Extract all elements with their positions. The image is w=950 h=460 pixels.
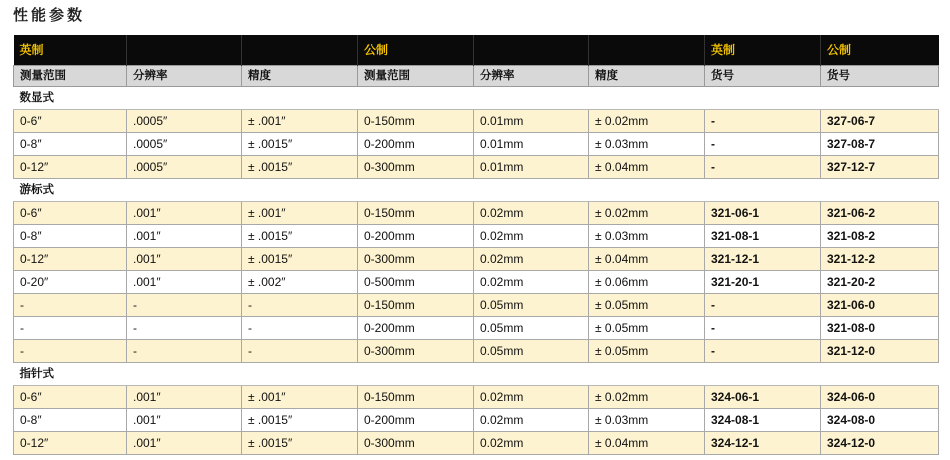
table-cell: 321-12-1 [705,248,821,271]
table-cell: 324-08-0 [821,409,939,432]
table-cell: 0-12″ [14,432,127,455]
table-row [14,225,939,248]
table-cell: 321-12-2 [821,248,939,271]
table-cell: .0005″ [127,133,242,156]
column-header-row [14,66,939,87]
table-cell: .001″ [127,409,242,432]
table-row [14,409,939,432]
column-header: 分辨率 [474,66,589,87]
table-row [14,294,939,317]
table-cell: ± 0.05mm [589,294,705,317]
table-cell: ± 0.04mm [589,248,705,271]
table-cell: - [705,317,821,340]
section-label: 数显式 [14,87,939,110]
table-cell: 0.02mm [474,225,589,248]
table-cell: - [705,294,821,317]
table-cell: ± .0015″ [242,133,358,156]
table-cell: 0-200mm [358,317,474,340]
table-cell: - [127,317,242,340]
table-cell: ± 0.03mm [589,133,705,156]
table-row [14,271,939,294]
table-cell: 321-06-1 [705,202,821,225]
table-cell: ± 0.06mm [589,271,705,294]
table-cell: ± 0.05mm [589,340,705,363]
group-header-metric-part: 公制 [821,35,939,66]
table-cell: 0-300mm [358,248,474,271]
table-cell: 0.01mm [474,110,589,133]
table-cell: 0-500mm [358,271,474,294]
table-cell: 0-8″ [14,133,127,156]
table-cell: 0-150mm [358,386,474,409]
table-cell: - [127,294,242,317]
table-cell: 0.02mm [474,202,589,225]
table-cell: ± .001″ [242,110,358,133]
table-cell: ± .0015″ [242,156,358,179]
table-cell: 327-12-7 [821,156,939,179]
table-cell: .001″ [127,386,242,409]
group-header-blank [474,35,589,66]
section-row [14,363,939,386]
table-cell: 321-06-0 [821,294,939,317]
column-header: 货号 [821,66,939,87]
performance-spec-table [13,35,939,455]
table-row [14,202,939,225]
group-header-blank [589,35,705,66]
table-cell: 0-150mm [358,294,474,317]
table-cell: 0.02mm [474,248,589,271]
table-cell: 0-300mm [358,156,474,179]
table-cell: .001″ [127,225,242,248]
table-row [14,317,939,340]
table-cell: 0-20″ [14,271,127,294]
table-cell: ± 0.02mm [589,386,705,409]
section-row [14,179,939,202]
column-header: 货号 [705,66,821,87]
table-cell: 0-150mm [358,202,474,225]
table-cell: 0.05mm [474,294,589,317]
table-cell: 0-12″ [14,156,127,179]
table-cell: - [14,294,127,317]
table-cell: .001″ [127,202,242,225]
table-cell: ± 0.04mm [589,432,705,455]
table-cell: 327-08-7 [821,133,939,156]
table-row [14,248,939,271]
table-cell: 324-12-1 [705,432,821,455]
table-cell: - [705,133,821,156]
table-cell: 0.02mm [474,386,589,409]
table-cell: 0.05mm [474,317,589,340]
table-row [14,340,939,363]
table-cell: ± 0.03mm [589,225,705,248]
table-cell: 0.02mm [474,409,589,432]
page-title: 性能参数 [13,7,86,24]
table-cell: 0-6″ [14,386,127,409]
table-row [14,386,939,409]
table-cell: 324-06-1 [705,386,821,409]
table-cell: - [705,156,821,179]
table-cell: ± .0015″ [242,409,358,432]
table-cell: 0-150mm [358,110,474,133]
table-cell: 321-20-1 [705,271,821,294]
table-cell: 0-8″ [14,409,127,432]
table-cell: 327-06-7 [821,110,939,133]
table-cell: 321-06-2 [821,202,939,225]
table-cell: .0005″ [127,110,242,133]
table-cell: ± 0.02mm [589,110,705,133]
table-cell: - [127,340,242,363]
table-cell: ± .0015″ [242,432,358,455]
table-cell: .0005″ [127,156,242,179]
table-cell: 0-300mm [358,340,474,363]
table-cell: 0-200mm [358,409,474,432]
table-cell: 0-200mm [358,133,474,156]
table-cell: 321-08-0 [821,317,939,340]
header-group-row [14,35,939,66]
table-cell: ± 0.03mm [589,409,705,432]
table-cell: - [242,294,358,317]
group-header-imperial-part: 英制 [705,35,821,66]
column-header: 测量范围 [14,66,127,87]
table-cell: ± 0.04mm [589,156,705,179]
table-cell: ± .001″ [242,386,358,409]
column-header: 分辨率 [127,66,242,87]
section-label: 指针式 [14,363,939,386]
table-row [14,110,939,133]
table-cell: 321-08-1 [705,225,821,248]
table-cell: 0-6″ [14,110,127,133]
table-cell: .001″ [127,432,242,455]
table-cell: 321-12-0 [821,340,939,363]
group-header-metric: 公制 [358,35,474,66]
group-header-blank [242,35,358,66]
table-row [14,432,939,455]
table-cell: 0.01mm [474,156,589,179]
table-cell: 324-12-0 [821,432,939,455]
table-cell: 0.02mm [474,432,589,455]
table-cell: - [705,110,821,133]
table-cell: 0-6″ [14,202,127,225]
table-cell: 0-8″ [14,225,127,248]
table-cell: 0-200mm [358,225,474,248]
table-cell: - [14,340,127,363]
table-cell: - [242,340,358,363]
table-cell: 321-08-2 [821,225,939,248]
section-label: 游标式 [14,179,939,202]
group-header-imperial: 英制 [14,35,127,66]
table-cell: 324-08-1 [705,409,821,432]
table-cell: - [14,317,127,340]
table-cell: 0.02mm [474,271,589,294]
table-body [14,87,939,455]
table-cell: .001″ [127,248,242,271]
table-row [14,156,939,179]
table-cell: 0.05mm [474,340,589,363]
table-cell: ± 0.05mm [589,317,705,340]
table-cell: ± .002″ [242,271,358,294]
table-row [14,133,939,156]
table-cell: - [242,317,358,340]
table-cell: ± .0015″ [242,248,358,271]
column-header: 测量范围 [358,66,474,87]
table-cell: - [705,340,821,363]
table-cell: 0-300mm [358,432,474,455]
table-cell: ± .001″ [242,202,358,225]
table-cell: .001″ [127,271,242,294]
table-cell: ± 0.02mm [589,202,705,225]
column-header: 精度 [589,66,705,87]
column-header: 精度 [242,66,358,87]
table-cell: 0.01mm [474,133,589,156]
table-cell: 0-12″ [14,248,127,271]
table-cell: ± .0015″ [242,225,358,248]
group-header-blank [127,35,242,66]
table-cell: 321-20-2 [821,271,939,294]
table-cell: 324-06-0 [821,386,939,409]
section-row [14,87,939,110]
